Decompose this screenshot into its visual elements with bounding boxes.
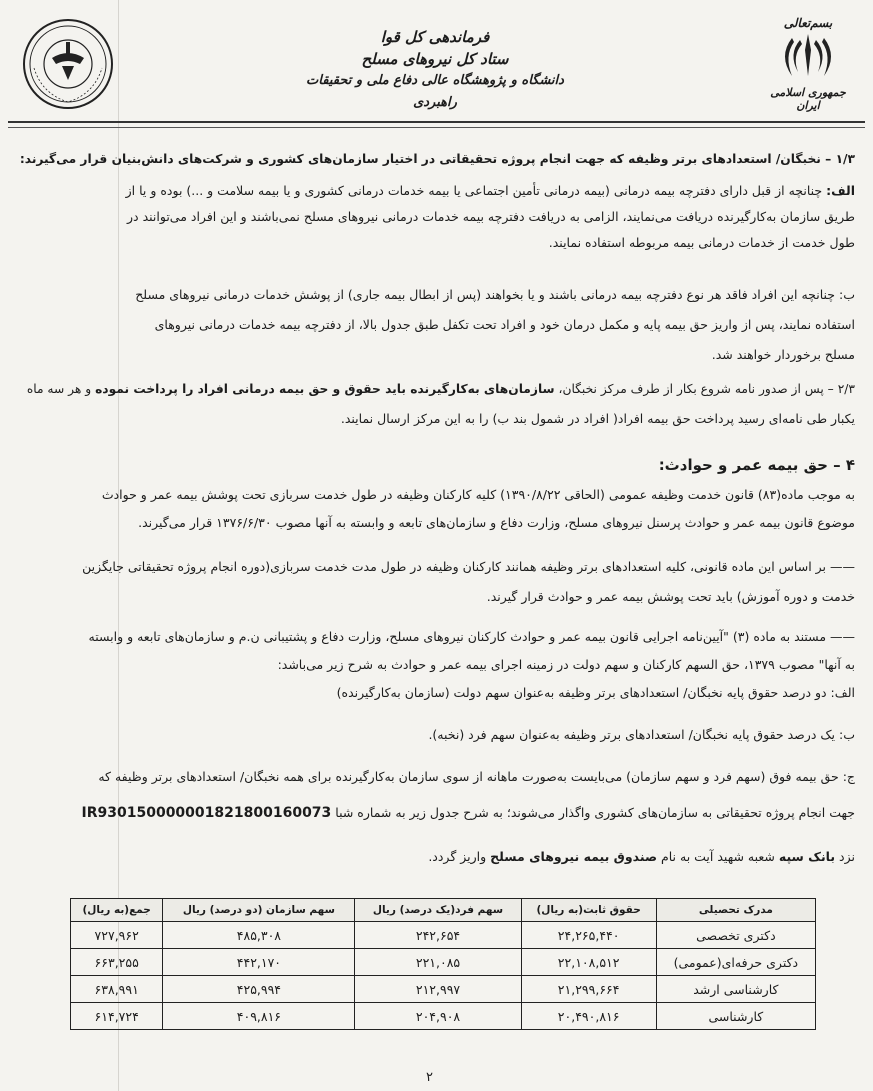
para-1-3-be-line-3: مسلح برخوردار خواهند شد.: [711, 347, 855, 362]
cell-salary: ۲۱,۲۹۹,۶۶۴: [521, 976, 656, 1003]
para-2-3-pre: ۲/۳ – پس از صدور نامه شروع بکار از طرف مرکز نخبگان،: [554, 382, 855, 396]
cell-org: ۴۴۲,۱۷۰: [163, 949, 355, 976]
table-row: [71, 922, 816, 949]
cell-salary: ۲۲,۱۰۸,۵۱۲: [521, 949, 656, 976]
iban-number: IR930150000001821800160073: [81, 805, 332, 821]
para-1-3-heading: ۱/۳ – نخبگان/ استعدادهای برتر وظیفه که جهت انجام پروژه تحقیقاتی در اختیار سازمان‌های کشوری و شرکت‌های دانش‌بنیان قرار می‌گیرند:: [19, 152, 855, 166]
section-4-bullet-1-line-1: —— بر اساس این ماده قانونی، کلیه استعدادهای برتر وظیفه همانند کارکنان وظیفه در طول مدت خدمت سربازی(دوره انجام پروژه تحقیقاتی جایگزین: [82, 559, 855, 574]
alef-text: چنانچه از قبل دارای دفترچه بیمه درمانی (بیمه درمانی تأمین اجتماعی یا بیمه خدمات درمانی کشوری و یا بیمه سلامت و ...) بوده و یا از: [125, 183, 827, 198]
cell-degree: کارشناسی ارشد: [656, 976, 815, 1003]
section-4-bullet-1-line-2: خدمت و دوره آموزش) باید تحت پوشش بیمه عمر و حوادث قرار گیرند.: [486, 589, 855, 604]
alef-label: الف:: [826, 183, 855, 198]
cell-salary: ۲۴,۲۶۵,۴۴۰: [521, 922, 656, 949]
iran-emblem: [763, 16, 853, 116]
para-2-3-bold: سازمان‌های به‌کارگیرنده باید حقوق و حق بیمه درمانی افراد را پرداخت نموده: [95, 382, 555, 396]
cell-individual: ۲۰۴,۹۰۸: [355, 1003, 521, 1030]
jim-l3-mid: شعبه شهید آیت به نام: [657, 849, 779, 864]
header-line-3: دانشگاه و پژوهشگاه عالی دفاع ملی و تحقیقات راهبردی: [306, 73, 564, 110]
table-row: [71, 1003, 816, 1030]
cell-individual: ۲۴۲,۶۵۴: [355, 922, 521, 949]
header-line-2: ستاد کل نیروهای مسلح: [361, 50, 509, 68]
section-4-jim-line-2: [82, 804, 855, 822]
table-row: [71, 976, 816, 1003]
section-4-jim-line-1: ج: حق بیمه فوق (سهم فرد و سهم سازمان) می‌بایست به‌صورت ماهانه از سوی سازمان به‌کارگیرنده برای همه نخبگان/ استعدادهای برتر وظیفه که: [98, 769, 855, 784]
section-4-jim-line-3: [428, 848, 855, 866]
cell-salary: ۲۰,۴۹۰,۸۱۶: [521, 1003, 656, 1030]
insurance-table: [70, 898, 816, 1030]
cell-degree: دکتری تخصصی: [656, 922, 815, 949]
cell-individual: ۲۲۱,۰۸۵: [355, 949, 521, 976]
col-individual-share: سهم فرد(یک درصد) ریال: [355, 899, 521, 922]
section-4-line-2: موضوع قانون بیمه عمر و حوادث پرسنل نیروهای مسلح، وزارت دفاع و سازمان‌های تابعه و وابسته به آنها مصوب ۱۳۷۶/۶/۳۰ قرار می‌گیرند.: [138, 515, 855, 530]
cell-total: ۶۱۴,۷۲۴: [71, 1003, 163, 1030]
para-1-3-alef-line-2: طریق سازمان به‌کارگیرنده دریافت می‌نمایند، الزامی به دریافت دفترچه بیمه خدمات درمانی نیروهای مسلح نمی‌باشند و این افراد می‌توانند در: [127, 209, 855, 224]
cell-org: ۴۰۹,۸۱۶: [163, 1003, 355, 1030]
iran-emblem-icon: [778, 30, 838, 82]
section-4-title: ۴ – حق بیمه عمر و حوادث:: [658, 456, 855, 474]
cell-total: ۶۳۸,۹۹۱: [71, 976, 163, 1003]
para-2-3-line-1: [27, 380, 855, 398]
col-salary: حقوق ثابت(به ریال): [521, 899, 656, 922]
para-1-3-alef-line-1: [126, 182, 855, 200]
cell-total: ۶۶۳,۲۵۵: [71, 949, 163, 976]
section-4-bullet-2-line-2: به آنها" مصوب ۱۳۷۹، حق السهم کارکنان و سهم دولت در زمینه اجرای بیمه عمر و حوادث به شرح زیر می‌باشد:: [277, 657, 855, 672]
jim-l3-post: واریز گردد.: [428, 849, 491, 864]
header-line-1: فرماندهی کل قوا: [380, 28, 490, 46]
para-2-3-line-2: یکبار طی نامه‌ای رسید پرداخت حق بیمه افراد( افراد در شمول بند ب) را به این مرکز ارسال نمایند.: [340, 411, 855, 426]
cell-org: ۴۲۵,۹۹۴: [163, 976, 355, 1003]
university-seal-logo: [22, 18, 114, 110]
header-rule: [8, 121, 865, 123]
jim-line-2-text: جهت انجام پروژه تحقیقاتی به سازمان‌های کشوری واگذار می‌شوند؛ به شرح جدول زیر به شماره شبا: [335, 805, 855, 820]
section-4-line-1: به موجب ماده(۸۳) قانون خدمت وظیفه عمومی (الحاقی ۱۳۹۰/۸/۲۲) کلیه کارکنان وظیفه در طول خدمت سربازی تحت پوشش بیمه عمر و حوادث: [101, 487, 855, 502]
cell-degree: کارشناسی: [656, 1003, 815, 1030]
letterhead: [0, 0, 873, 140]
cell-degree: دکتری حرفه‌ای(عمومی): [656, 949, 815, 976]
para-2-3-post: و هر سه ماه: [26, 382, 96, 396]
header-rule-thin: [8, 127, 865, 128]
bank-name: بانک سپه: [778, 849, 836, 864]
section-4-bullet-2-line-1: —— مستند به ماده (۳) "آیین‌نامه اجرایی قانون بیمه عمر و حوادث کارکنان نیروهای مسلح، وزارت دفاع و پشتیبانی ن.م و سازمان‌های تابعه و وابسته: [88, 629, 855, 644]
letterhead-title: [290, 26, 580, 114]
table-row: [71, 949, 816, 976]
cell-individual: ۲۱۲,۹۹۷: [355, 976, 521, 1003]
page-number: ۲: [426, 1070, 433, 1085]
fund-name: صندوق بیمه نیروهای مسلح: [490, 849, 658, 864]
emblem-top-text: بسم‌تعالی: [783, 16, 833, 30]
para-1-3-alef-line-3: طول خدمت از خدمات درمانی بیمه مربوطه استفاده نمایند.: [548, 235, 855, 250]
table-header-row: [71, 899, 816, 922]
col-total: جمع(به ریال): [71, 899, 163, 922]
emblem-bottom-text: جمهوری اسلامی ایران: [770, 86, 846, 112]
cell-total: ۷۲۷,۹۶۲: [71, 922, 163, 949]
section-4-be: ب: یک درصد حقوق پایه نخبگان/ استعدادهای برتر وظیفه به‌عنوان سهم فرد (نخبه).: [428, 727, 855, 742]
section-4-alef: الف: دو درصد حقوق پایه نخبگان/ استعدادهای برتر وظیفه به‌عنوان سهم دولت (سازمان به‌کارگیرنده): [336, 685, 855, 700]
col-org-share: سهم سازمان (دو درصد) ریال: [163, 899, 355, 922]
jim-l3-pre: نزد: [835, 849, 855, 864]
para-1-3-be-line-1: ب: چنانچه این افراد فاقد هر نوع دفترچه بیمه درمانی باشند و یا بخواهند (پس از ابطال بیمه جاری) از پوشش خدمات درمانی نیروهای مسلح: [135, 287, 855, 302]
para-1-3-be-line-2: استفاده نمایند، پس از واریز حق بیمه پایه و مکمل درمان خود و افراد تحت تکفل طبق جدول بالا، از دفترچه بیمه خدمات درمانی نیروهای: [154, 317, 855, 332]
col-degree: مدرک تحصیلی: [656, 899, 815, 922]
cell-org: ۴۸۵,۳۰۸: [163, 922, 355, 949]
